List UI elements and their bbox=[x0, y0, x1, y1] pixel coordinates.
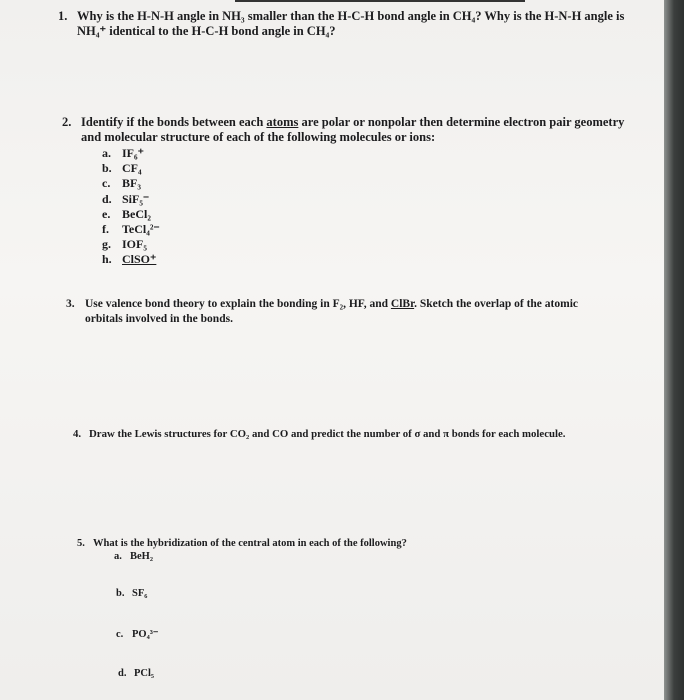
question-5-number: 5. bbox=[77, 538, 85, 549]
top-rule bbox=[235, 0, 525, 2]
question-3-line-2: orbitals involved in the bonds. bbox=[85, 313, 233, 325]
option-d: d. SiF₅⁻ bbox=[102, 191, 150, 206]
question-3-line-1: Use valence bond theory to explain the bonding in F₂, HF, and ClBr. Sketch the overlap of the atomic bbox=[85, 298, 578, 310]
question-2-options bbox=[102, 146, 160, 268]
option-f: f. TeCl₄²⁻ bbox=[102, 222, 160, 237]
q5-option-d: d. PCl₅ bbox=[118, 668, 155, 679]
q5-option-b: b. SF₆ bbox=[116, 588, 148, 599]
question-5-text: What is the hybridization of the central atom in each of the following? bbox=[93, 538, 407, 549]
option-e: e. BeCl₂ bbox=[102, 206, 151, 221]
option-b: b. CF₄ bbox=[102, 161, 142, 176]
question-4-number: 4. bbox=[73, 428, 82, 440]
q5-option-a: a. BeH₂ bbox=[114, 551, 153, 562]
q5-option-c: c. PO₄³⁻ bbox=[116, 629, 159, 640]
underlined-word: atoms bbox=[266, 115, 299, 129]
option-h: h. ClSO⁺ bbox=[102, 252, 157, 267]
question-1-line-1: Why is the H-N-H angle in NH₃ smaller than the H-C-H bond angle in CH₄? Why is the H-N-H angle is bbox=[77, 9, 625, 23]
question-4-text: Draw the Lewis structures for CO₂ and CO and predict the number of σ and π bonds for each molecule. bbox=[89, 428, 566, 440]
question-2-number: 2. bbox=[62, 115, 72, 129]
underlined-word: ClBr bbox=[390, 298, 415, 310]
question-2-line-2: and molecular structure of each of the following molecules or ions: bbox=[81, 130, 436, 144]
question-2-line-1: Identify if the bonds between each atoms are polar or nonpolar then determine electron pair geometry bbox=[81, 115, 625, 129]
question-3-number: 3. bbox=[66, 298, 75, 310]
question-1-line-2: NH₄⁺ identical to the H-C-H bond angle in CH₄? bbox=[77, 24, 336, 38]
question-1-number: 1. bbox=[58, 9, 68, 23]
option-g: g. IOF₅ bbox=[102, 237, 147, 252]
option-a: a. IF₆⁺ bbox=[102, 146, 144, 160]
page-edge-shadow bbox=[664, 0, 684, 700]
option-c: c. BF₃ bbox=[102, 176, 141, 191]
